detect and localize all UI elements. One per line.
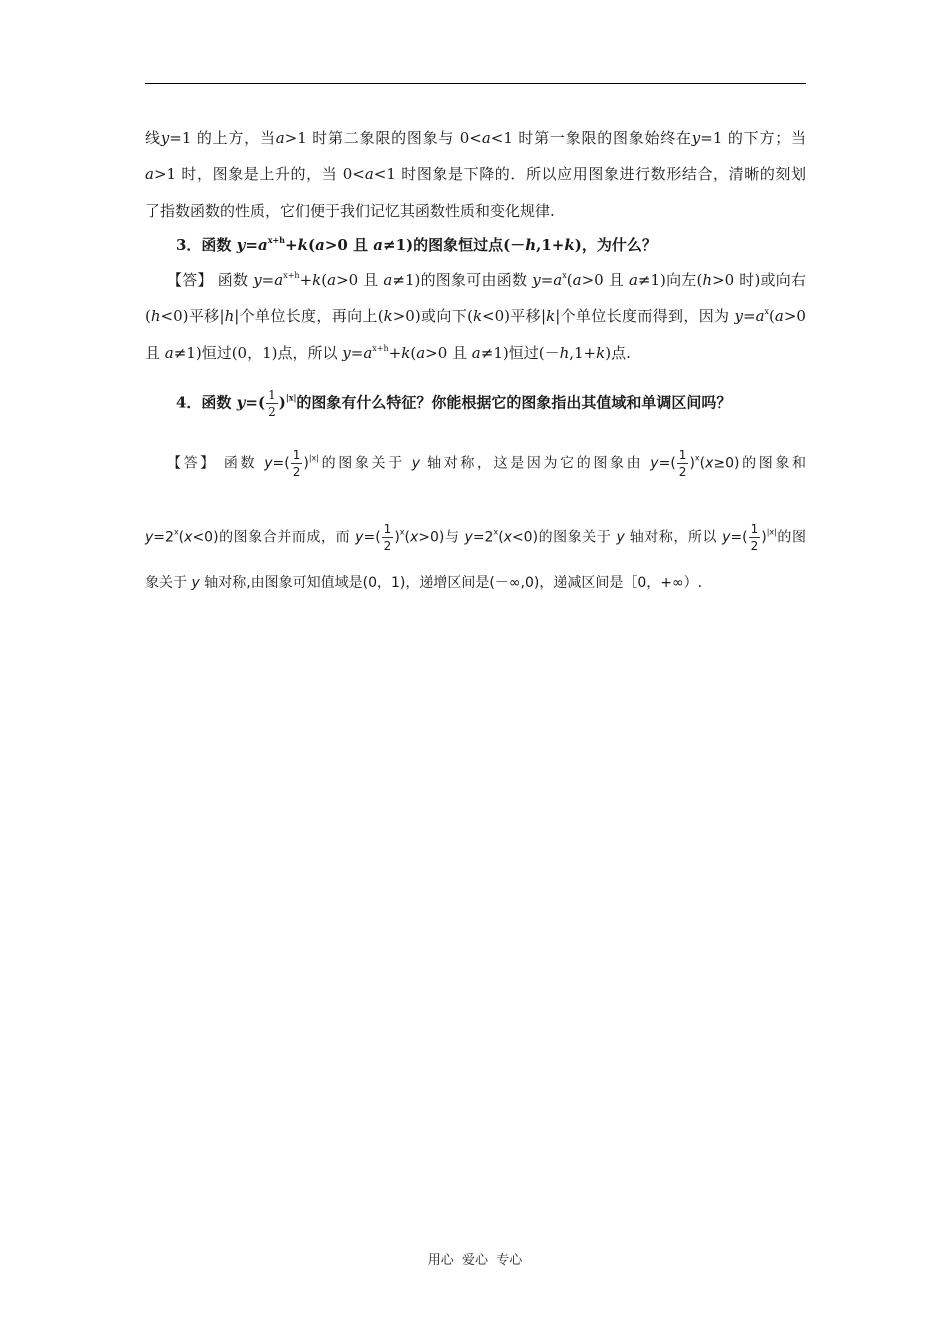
- paragraph-line: 了指数函数的性质，它们便于我们记忆其函数性质和变化规律.: [145, 202, 555, 220]
- answer-4-line: 【答】 函数 y=( $\frac{1}{2}$ )$^{|x|}$的图象关于 y 轴对称，这是因为它的图象由 y=( $\frac{1}{2}$ )$^x$(x≥0)的图象和: [167, 448, 806, 479]
- fraction-one-half: $\frac{1}{2}$: [678, 448, 687, 479]
- question-3: 3．函数 $y=a^{x+h}+k(a>0$ 且 a≠1)的图象恒过点(－h,1+k)，为什么？: [176, 235, 657, 254]
- fraction-one-half: $\frac{1}{2}$: [292, 448, 301, 479]
- page-footer: 用心 爱心 专心: [427, 1253, 523, 1268]
- answer-4-line: $y=2^x(x<0)$的图象合并而成，而 y=( $\frac{1}{2}$ )$^x$(x>0)与 $y=2^x(x<0)$的图象关于 y 轴对称，所以 y=( $\frac{1}{2}$ )$^{|x|}$的图: [145, 522, 806, 553]
- answer-4-line: 象关于 y 轴对称,由图象可知值域是(0，1)，递增区间是(－∞,0)，递减区间是［0，+∞）.: [145, 575, 703, 591]
- question-4: 4．函数 y=( $\frac{1}{2}$ )$^{|x|}$的图象有什么特征？你能根据它的图象指出其值域和单调区间吗？: [176, 388, 732, 419]
- fraction-one-half: $\frac{1}{2}$: [383, 522, 392, 553]
- answer-3-line: 【答】 函数 $y=a^{x+h}+k(a>0$ 且 a≠1)的图象可由函数 $y=a^x(a>0$ 且 a≠1)向左(h>0 时)或向右: [167, 271, 807, 289]
- answer-3-line: 且 a≠1)恒过(0，1)点，所以 $y=a^{x+h}+k(a>0$ 且 a≠1)恒过(－h,1+k)点.: [145, 344, 631, 362]
- fraction-one-half: $\frac{1}{2}$: [750, 522, 759, 553]
- answer-3-line: (h<0)平移|h|个单位长度，再向上(k>0)或向下(k<0)平移|k|个单位长度而得到，因为 $y=a^x(a>0$: [145, 307, 806, 325]
- header-rule: [145, 83, 806, 84]
- paragraph-line: a>1 时，图象是上升的，当 0<a<1 时图象是下降的．所以应用图象进行数形结合，清晰的刻划: [145, 165, 807, 183]
- paragraph-line: 线y=1 的上方，当a>1 时第二象限的图象与 0<a<1 时第一象限的图象始终在y=1 的下方；当: [145, 129, 806, 147]
- fraction-one-half: $\frac{1}{2}$: [268, 388, 276, 419]
